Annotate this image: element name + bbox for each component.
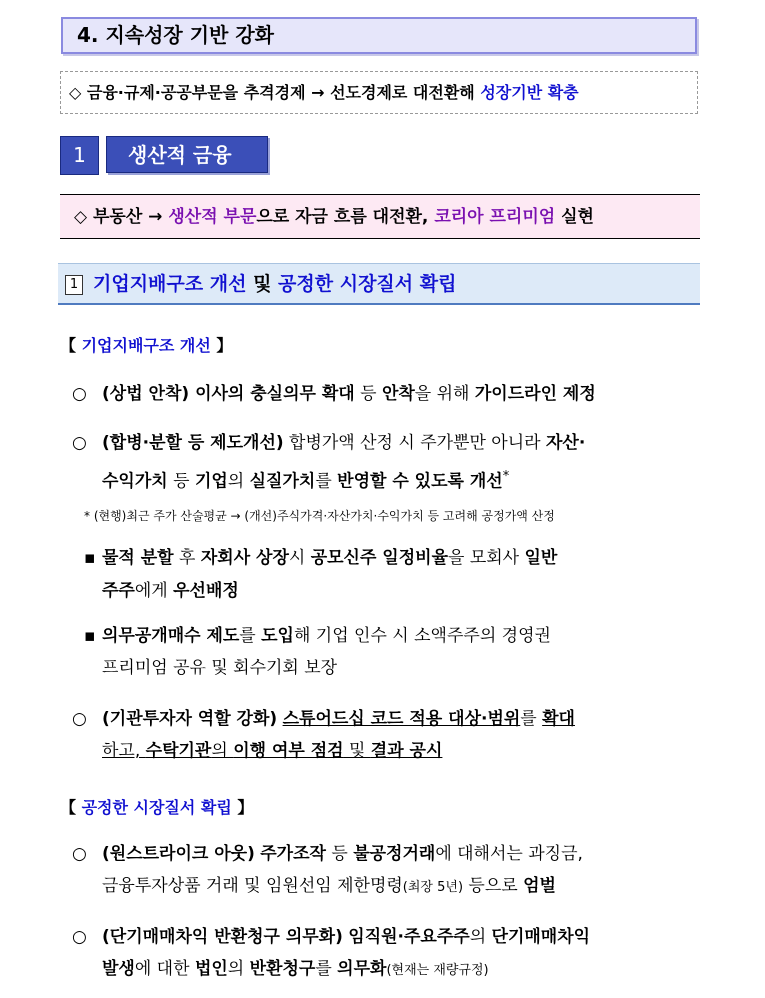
group-header-text: 공정한 시장질서 확립 bbox=[81, 798, 232, 817]
bullet-text: 를 bbox=[520, 709, 543, 729]
bullet-text: 주주 bbox=[102, 581, 135, 601]
sub-summary-highlight: 코리아 프리미엄 bbox=[434, 207, 556, 227]
bullet-text: 안착 bbox=[381, 384, 415, 404]
circle-bullet-icon: ○ bbox=[72, 433, 87, 453]
subsection-summary bbox=[60, 194, 700, 239]
square-bullet-icon: ▪ bbox=[84, 626, 96, 646]
bullet-text: 금융투자상품 거래 및 임원선임 제한명령 bbox=[102, 876, 403, 896]
group-header-text: 기업지배구조 개선 bbox=[81, 336, 211, 355]
bullet-text: 의무공개매수 제도 bbox=[102, 626, 240, 646]
bullet-text: 에게 bbox=[134, 581, 174, 601]
bullet-text: 을 모회사 bbox=[448, 548, 525, 568]
bullet-text: 실질가치 bbox=[249, 471, 316, 492]
bullet-text: 의무화 bbox=[337, 959, 387, 979]
bracket-open: 【 bbox=[60, 798, 82, 817]
section-summary bbox=[60, 71, 698, 114]
bullet-text: 를 bbox=[239, 626, 262, 646]
bullet-text: 발생 bbox=[102, 959, 135, 979]
sub-summary-text: ◇ 부동산 → bbox=[74, 207, 169, 227]
bullet-text: 일반 bbox=[524, 548, 558, 568]
bullet-text: 엄벌 bbox=[523, 876, 556, 896]
bracket-open: 【 bbox=[60, 336, 82, 355]
bullet-continuation bbox=[102, 735, 442, 768]
bullet-item bbox=[72, 838, 583, 871]
bullet-text: 합병가액 산정 시 주가뿐만 아니라 bbox=[283, 433, 546, 453]
bullet-text: (기관투자자 역할 강화) bbox=[102, 709, 278, 729]
bullet-text: 도입 bbox=[261, 626, 294, 646]
footnote-marker: * bbox=[502, 469, 510, 484]
group-header-governance bbox=[60, 333, 232, 356]
bullet-text: 자회사 상장 bbox=[200, 548, 289, 568]
bullet-text: 법인 bbox=[194, 959, 228, 979]
bullet-text: 을 위해 bbox=[414, 384, 475, 404]
bracket-close: 】 bbox=[231, 798, 254, 817]
sub-summary-highlight: 생산적 부문 bbox=[168, 207, 257, 227]
bullet-continuation bbox=[102, 953, 489, 987]
sub-summary-text: 실현 bbox=[555, 207, 594, 227]
bullet-text: 임직원·주요주주 bbox=[348, 927, 470, 947]
bullet-text: 등 bbox=[354, 384, 382, 404]
bullet-text: 에 대해서는 과징금, bbox=[435, 844, 583, 864]
bullet-text: 공모신주 일정비율 bbox=[310, 548, 448, 568]
item-number: 1 bbox=[65, 275, 83, 295]
subsection-title: 생산적 금융 bbox=[106, 136, 268, 173]
group-header-fair-market bbox=[60, 795, 253, 818]
bullet-item bbox=[72, 378, 596, 411]
item-title-part: 및 bbox=[246, 273, 279, 295]
bullet-text: 프리미엄 공유 및 회수기회 보장 bbox=[102, 658, 338, 678]
bullet-text: 및 bbox=[343, 741, 371, 761]
bullet-text: 물적 분할 bbox=[102, 548, 174, 568]
square-bullet-icon: ▪ bbox=[84, 548, 96, 568]
bullet-item bbox=[72, 921, 590, 954]
bullet-text: (단기매매차익 반환청구 의무화) bbox=[102, 927, 343, 947]
bullet-text: 주가조작 bbox=[260, 844, 326, 864]
circle-bullet-icon: ○ bbox=[72, 927, 87, 947]
bullet-text: 의 bbox=[227, 471, 250, 492]
bullet-text: 등 bbox=[325, 844, 354, 864]
section-title-text: 4. 지속성장 기반 강화 bbox=[77, 23, 274, 47]
bullet-text: (상법 안착) 이사의 충실의무 확대 bbox=[102, 384, 355, 404]
bullet-text: 의 bbox=[227, 959, 250, 979]
bullet-text: (현재는 재량규정) bbox=[386, 963, 489, 978]
footnote: * (현행)최근 주가 산술평균 → (개선)주식가격·자산가치·수익가치 등 고려해 공정가액 산정 bbox=[84, 509, 555, 523]
bullet-text: 를 bbox=[315, 959, 338, 979]
bullet-text: 하고, bbox=[102, 741, 146, 761]
bullet-continuation bbox=[102, 575, 239, 608]
bullet-continuation bbox=[102, 870, 556, 904]
bullet-text: 우선배정 bbox=[173, 581, 239, 601]
circle-bullet-icon: ○ bbox=[72, 844, 87, 864]
bullet-text: 에 대한 bbox=[134, 959, 195, 979]
bullet-text: 등으로 bbox=[463, 876, 524, 896]
bullet-text: 스튜어드십 코드 적용 대상·범위 bbox=[282, 709, 521, 729]
bullet-text: 불공정거래 bbox=[353, 844, 436, 864]
sub-bullet-item bbox=[84, 542, 557, 575]
bullet-item bbox=[72, 427, 585, 460]
bullet-text: 를 bbox=[315, 471, 338, 492]
bullet-text: 기업 bbox=[194, 471, 228, 492]
bullet-text: 단기매매차익 bbox=[491, 927, 591, 947]
item-title bbox=[58, 263, 700, 305]
bullet-text: 수익가치 bbox=[102, 471, 168, 492]
bullet-text: 결과 공시 bbox=[370, 741, 443, 761]
section-title bbox=[61, 17, 697, 54]
item-title-part: 공정한 시장질서 확립 bbox=[278, 273, 457, 295]
bullet-text: 가이드라인 제정 bbox=[474, 384, 596, 404]
bullet-text: 자산· bbox=[545, 433, 586, 453]
summary-highlight: 성장기반 확충 bbox=[480, 83, 579, 102]
bullet-text: 반영할 수 있도록 개선 bbox=[337, 471, 503, 492]
sub-summary-text: 으로 자금 흐름 대전환, bbox=[256, 207, 435, 227]
bullet-text: (최장 5년) bbox=[402, 880, 464, 895]
bullet-text: 후 bbox=[173, 548, 201, 568]
summary-text: ◇ 금융·규제·공공부문을 추격경제 → 선도경제로 대전환해 bbox=[69, 83, 481, 102]
subsection-number: 1 bbox=[60, 136, 99, 175]
bullet-text: 해 기업 인수 시 소액주주의 경영권 bbox=[293, 626, 551, 646]
bullet-text: (합병·분할 등 제도개선) bbox=[102, 433, 284, 453]
bullet-text: 이행 여부 점검 bbox=[233, 741, 344, 761]
bullet-item bbox=[72, 703, 575, 736]
circle-bullet-icon: ○ bbox=[72, 709, 87, 729]
bullet-text: 등 bbox=[167, 471, 195, 492]
item-title-part: 기업지배구조 개선 bbox=[93, 273, 247, 295]
bullet-text: 확대 bbox=[542, 709, 575, 729]
bullet-text: 시 bbox=[288, 548, 311, 568]
bullet-text: 수탁기관 bbox=[145, 741, 212, 761]
bullet-text: (원스트라이크 아웃) bbox=[102, 844, 255, 864]
bullet-continuation bbox=[102, 460, 509, 499]
sub-bullet-item bbox=[84, 620, 551, 653]
bracket-close: 】 bbox=[210, 336, 233, 355]
circle-bullet-icon: ○ bbox=[72, 384, 87, 404]
bullet-text: 의 bbox=[211, 741, 234, 761]
bullet-text: 의 bbox=[469, 927, 492, 947]
bullet-text: 반환청구 bbox=[249, 959, 316, 979]
bullet-continuation bbox=[102, 652, 337, 685]
